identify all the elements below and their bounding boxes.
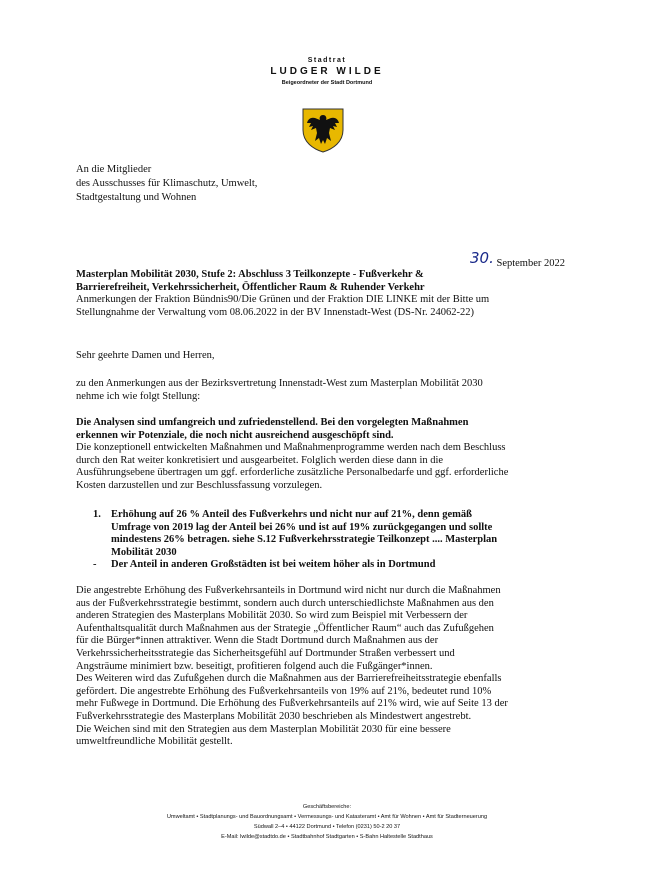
paragraph-line: Angsträume minimiert bzw. beseitigt, profitieren folgend auch die Fußgänger*innen.	[76, 660, 433, 672]
paragraph-response	[76, 585, 576, 749]
paragraph-line: gefördert. Die angestrebte Erhöhung des Fußverkehrsanteils von 19% auf 21%, bedeutet rund 10%	[76, 685, 492, 697]
paragraph-line: Des Weiteren wird das Zufußgehen durch die Maßnahmen aus der Barrierefreiheitsstrategie ebenfalls	[76, 673, 502, 685]
paragraph-line: Fußverkehrsstrategie des Masterplans Mobilität 2030 beschrieben als Mindestwert angestrebt.	[76, 710, 472, 722]
date-month-year: September 2022	[496, 258, 566, 269]
recipient-address	[76, 163, 257, 205]
paragraph-line: Ausführungsebene übertragen um ggf. erforderliche zusätzliche Personalbedarfe und ggf. erforderliche	[76, 467, 509, 479]
list-line: Mobilität 2030	[111, 546, 177, 558]
subject-line: Stellungnahme der Verwaltung vom 08.06.2022 in der BV Innenstadt-West (DS-Nr. 24062-22)	[76, 306, 475, 318]
subject-block	[76, 269, 576, 319]
intro-line: zu den Anmerkungen aus der Bezirksvertretung Innenstadt-West zum Masterplan Mobilität 2030	[76, 378, 483, 389]
footer-contact: E-Mail: lwilde@stadtdo.de • Stadtbahnhof Stadtgarten • S-Bahn Haltestelle Stadthaus	[221, 834, 433, 840]
list-marker: 1.	[93, 509, 101, 520]
letter-date	[470, 249, 566, 270]
footer-title: Geschäftsbereiche:	[302, 804, 352, 810]
footer-departments: Umweltamt • Stadtplanungs- und Bauordnungsamt • Vermessungs- und Katasteramt • Amt für Wohnen • Amt für Stadterneuerung	[166, 814, 488, 820]
paragraph-line: Die angestrebte Erhöhung des Fußverkehrsanteils in Dortmund wird nicht nur durch die Maßnahmen	[76, 585, 501, 596]
paragraph-line: Die Weichen sind mit den Strategien aus dem Masterplan Mobilität 2030 für eine bessere	[76, 723, 451, 735]
letterhead-subtitle: Beigeordneter der Stadt Dortmund	[281, 80, 373, 86]
paragraph-line: aus der Fußverkehrsstrategie bestimmt, sondern auch durch unterschiedlichste Maßnahmen aus den	[76, 597, 494, 609]
list-item	[93, 559, 497, 572]
paragraph-line: Kosten darzustellen und zur Beschlussfassung vorzulegen.	[76, 479, 323, 491]
list-marker: -	[93, 559, 97, 571]
subject-line: Barrierefreiheit, Verkehrssicherheit, Öffentlicher Raum & Ruhender Verkehr	[76, 281, 425, 293]
handwritten-day: 30.	[470, 249, 494, 267]
paragraph-line: durch den Rat weiter konkretisiert und ausgearbeitet. Folglich werden diese dann in die	[76, 454, 444, 466]
salutation: Sehr geehrte Damen und Herren,	[76, 350, 215, 361]
list-line: Der Anteil in anderen Großstädten ist bei weitem höher als in Dortmund	[111, 559, 436, 571]
paragraph-line: Die Analysen sind umfangreich und zufriedenstellend. Bei den vorgelegten Maßnahmen	[76, 417, 469, 428]
paragraph-line: anderen Strategien des Masterplans Mobilität 2030. So wird zum Beispiel mit Verbessern der	[76, 610, 468, 622]
recipient-line: An die Mitglieder	[76, 164, 152, 175]
paragraph-line: für die Bürger*innen attraktiver. Wenn die Stadt Dortmund durch Maßnahmen aus der	[76, 635, 439, 647]
paragraph-line: Die konzeptionell entwickelten Maßnahmen und Maßnahmenprogramme werden nach dem Beschluss	[76, 442, 506, 454]
list-line: Erhöhung auf 26 % Anteil des Fußverkehrs und nicht nur auf 21%, denn gemäß	[111, 509, 472, 520]
paragraph-line: erkennen wir Potenziale, die noch nicht ausreichend ausgeschöpft sind.	[76, 429, 394, 441]
intro-line: nehme ich wie folgt Stellung:	[76, 390, 201, 402]
recipient-line: Stadtgestaltung und Wohnen	[76, 192, 197, 203]
list-item	[93, 509, 497, 559]
subject-line: Masterplan Mobilität 2030, Stufe 2: Abschluss 3 Teilkonzepte - Fußverkehr &	[76, 269, 424, 280]
recipient-line: des Ausschusses für Klimaschutz, Umwelt,	[76, 178, 258, 189]
paragraph-analysis	[76, 417, 576, 493]
dortmund-eagle-crest-icon	[299, 106, 347, 154]
list-line: mindestens 26% betragen. siehe S.12 Fußverkehrsstrategie Teilkonzept .... Masterplan	[111, 534, 498, 546]
paragraph-line: Verkehrssicherheitsstrategie das Sicherheitsgefühl auf Dortmunder Straßen verbessert und	[76, 647, 455, 659]
intro-paragraph	[76, 378, 576, 403]
demand-list	[93, 509, 497, 572]
paragraph-line: umweltfreundliche Mobilität gestellt.	[76, 736, 233, 748]
subject-line: Anmerkungen der Fraktion Bündnis90/Die Grünen und der Fraktion DIE LINKE mit der Bitte um	[76, 294, 490, 306]
paragraph-line: Aufenthaltsqualität durch Maßnahmen aus der Strategie „Öffentlicher Raum“ auch das Zufußgehen	[76, 622, 494, 634]
list-line: Umfrage von 2019 lag der Anteil bei 26% und ist auf 19% zurückgegangen und sollte	[111, 521, 493, 533]
letterhead-role: Stadtrat	[307, 57, 347, 64]
footer-address: Südwall 2–4 • 44122 Dortmund • Telefon (0231) 50-2 20 37	[253, 824, 401, 830]
paragraph-line: mehr Fußwege in Dortmund. Die Erhöhung des Fußverkehrsanteils auf 21% wird, wie auf Seite 13 der	[76, 698, 508, 710]
letterhead-name: LUDGER WILDE	[270, 66, 384, 77]
